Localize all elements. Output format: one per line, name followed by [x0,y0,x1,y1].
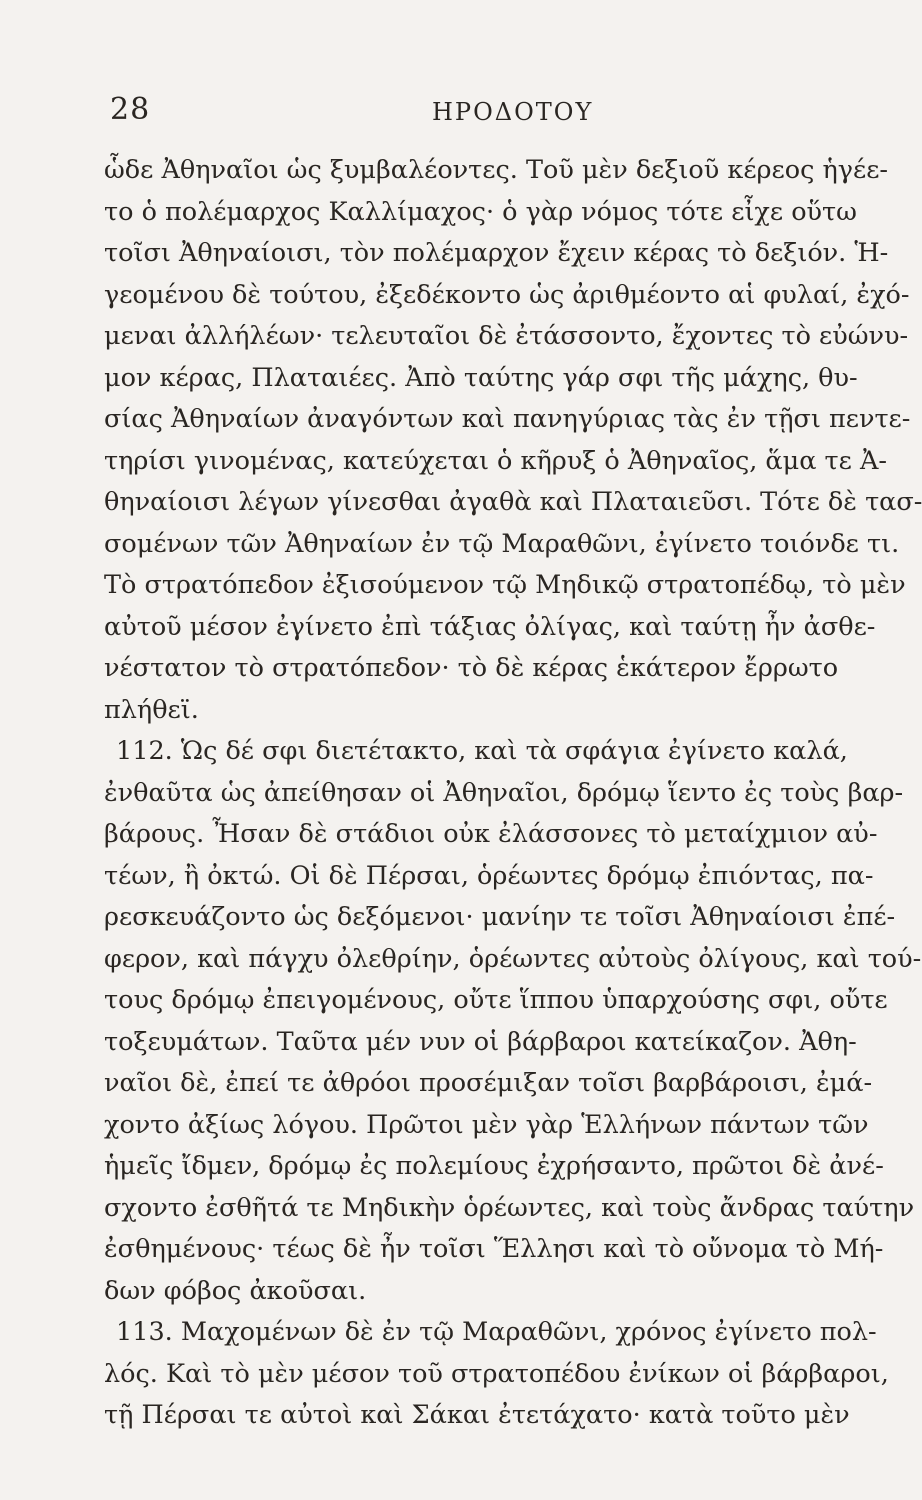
text-line: τῇ Πέρσαι τε αὐτοὶ καὶ Σάκαι ἐτετάχατο· κατὰ τοῦτο μὲν [104,1400,850,1430]
running-title: ΗΡΟΔΟΤΟΥ [432,98,594,126]
text-line: μεναι ἀλλήλέων· τελευταῖοι δὲ ἐτάσσοντο, ἔχοντες τὸ εὐώνυ- [104,321,909,351]
section-start-line: 112. Ὡς δέ σφι διετέτακτο, καὶ τὰ σφάγια ἐγίνετο καλά, [116,736,848,766]
text-line: σίας Ἀθηναίων ἀναγόντων καὶ πανηγύριας τὰς ἐν τῇσι πεντε- [104,404,911,434]
text-line: λός. Καὶ τὸ μὲν μέσον τοῦ στρατοπέδου ἐνίκων οἱ βάρβαροι, [104,1358,889,1389]
text-line: σχοντο ἐσθῆτά τε Μηδικὴν ὁρέωντες, καὶ τοὺς ἄνδρας ταύτην [104,1192,915,1223]
text-line: βάρους. Ἦσαν δὲ στάδιοι οὐκ ἐλάσσονες τὸ μεταίχμιον αὐ- [104,819,878,849]
text-line: δων φόβος ἀκοῦσαι. [104,1275,367,1306]
text-line: ἐσθημένους· τέως δὲ ἦν τοῖσι Ἕλλησι καὶ τὸ οὔνομα τὸ Μή- [104,1234,884,1264]
text-line: ἐνθαῦτα ὡς ἀπείθησαν οἱ Ἀθηναῖοι, δρόμῳ ἵεντο ἐς τοὺς βαρ- [104,777,904,808]
text-line: χοντο ἀξίως λόγου. Πρῶτοι μὲν γὰρ Ἑλλήνων πάντων τῶν [104,1109,869,1140]
text-line: το ὁ πολέμαρχος Καλλίμαχος· ὁ γὰρ νόμος τότε εἶχε οὕτω [104,196,857,227]
text-line: αὐτοῦ μέσον ἐγίνετο ἐπὶ τάξιας ὀλίγας, καὶ ταύτῃ ἦν ἀσθε- [104,611,876,642]
section-start-line: 113. Μαχομένων δὲ ἐν τῷ Μαραθῶνι, χρόνος ἐγίνετο πολ- [116,1317,877,1347]
text-line: ἡμεῖς ἴδμεν, δρόμῳ ἐς πολεμίους ἐχρήσαντο, πρῶτοι δὲ ἀνέ- [104,1151,884,1181]
text-line: τέων, ἢ ὀκτώ. Οἱ δὲ Πέρσαι, ὁρέωντες δρόμῳ ἐπιόντας, πα- [104,860,874,891]
text-line: Τὸ στρατόπεδον ἐξισούμενον τῷ Μηδικῷ στρατοπέδῳ, τὸ μὲν [104,570,906,600]
text-line: θηναίοισι λέγων γίνεσθαι ἀγαθὰ καὶ Πλαταιεῦσι. Τότε δὲ τασ- [104,487,922,517]
text-line: τους δρόμῳ ἐπειγομένους, οὔτε ἵππου ὑπαρχούσης σφι, οὔτε [104,985,888,1015]
text-line: μον κέρας, Πλαταιέες. Ἀπὸ ταύτης γάρ σφι τῆς μάχης, θυ- [104,362,858,393]
text-line: τηρίσι γινομένας, κατεύχεται ὁ κῆρυξ ὁ Ἀθηναῖος, ἅμα τε Ἀ- [104,445,888,476]
text-line: ρεσκευάζοντο ὡς δεξόμενοι· μανίην τε τοῖσι Ἀθηναίοισι ἐπέ- [104,902,896,932]
text-line: πλήθεϊ. [104,694,199,725]
text-line: φερον, καὶ πάγχυ ὀλεθρίην, ὁρέωντες αὐτοὺς ὀλίγους, καὶ τού- [104,943,922,974]
text-line: γεομένου δὲ τούτου, ἐξεδέκοντο ὡς ἀριθμέοντο αἱ φυλαί, ἐχό- [104,279,910,310]
text-line: τοξευμάτων. Ταῦτα μέν νυν οἱ βάρβαροι κατείκαζον. Ἀθη- [104,1026,857,1057]
text-line: τοῖσι Ἀθηναίοισι, τὸν πολέμαρχον ἔχειν κέρας τὸ δεξιόν. Ἡ- [104,238,889,268]
page-header [110,92,830,136]
text-line: ναῖοι δὲ, ἐπεί τε ἀθρόοι προσέμιξαν τοῖσι βαρβάροισι, ἐμά- [104,1068,873,1098]
body-text [104,150,922,1437]
text-line: νέστατον τὸ στρατόπεδον· τὸ δὲ κέρας ἑκάτερον ἔρρωτο [104,653,839,683]
text-line: ὧδε Ἀθηναῖοι ὡς ξυμβαλέοντες. Τοῦ μὲν δεξιοῦ κέρεος ἡγέε- [104,155,889,185]
text-line: σομένων τῶν Ἀθηναίων ἐν τῷ Μαραθῶνι, ἐγίνετο τοιόνδε τι. [104,528,900,559]
page-number: 28 [110,92,151,127]
